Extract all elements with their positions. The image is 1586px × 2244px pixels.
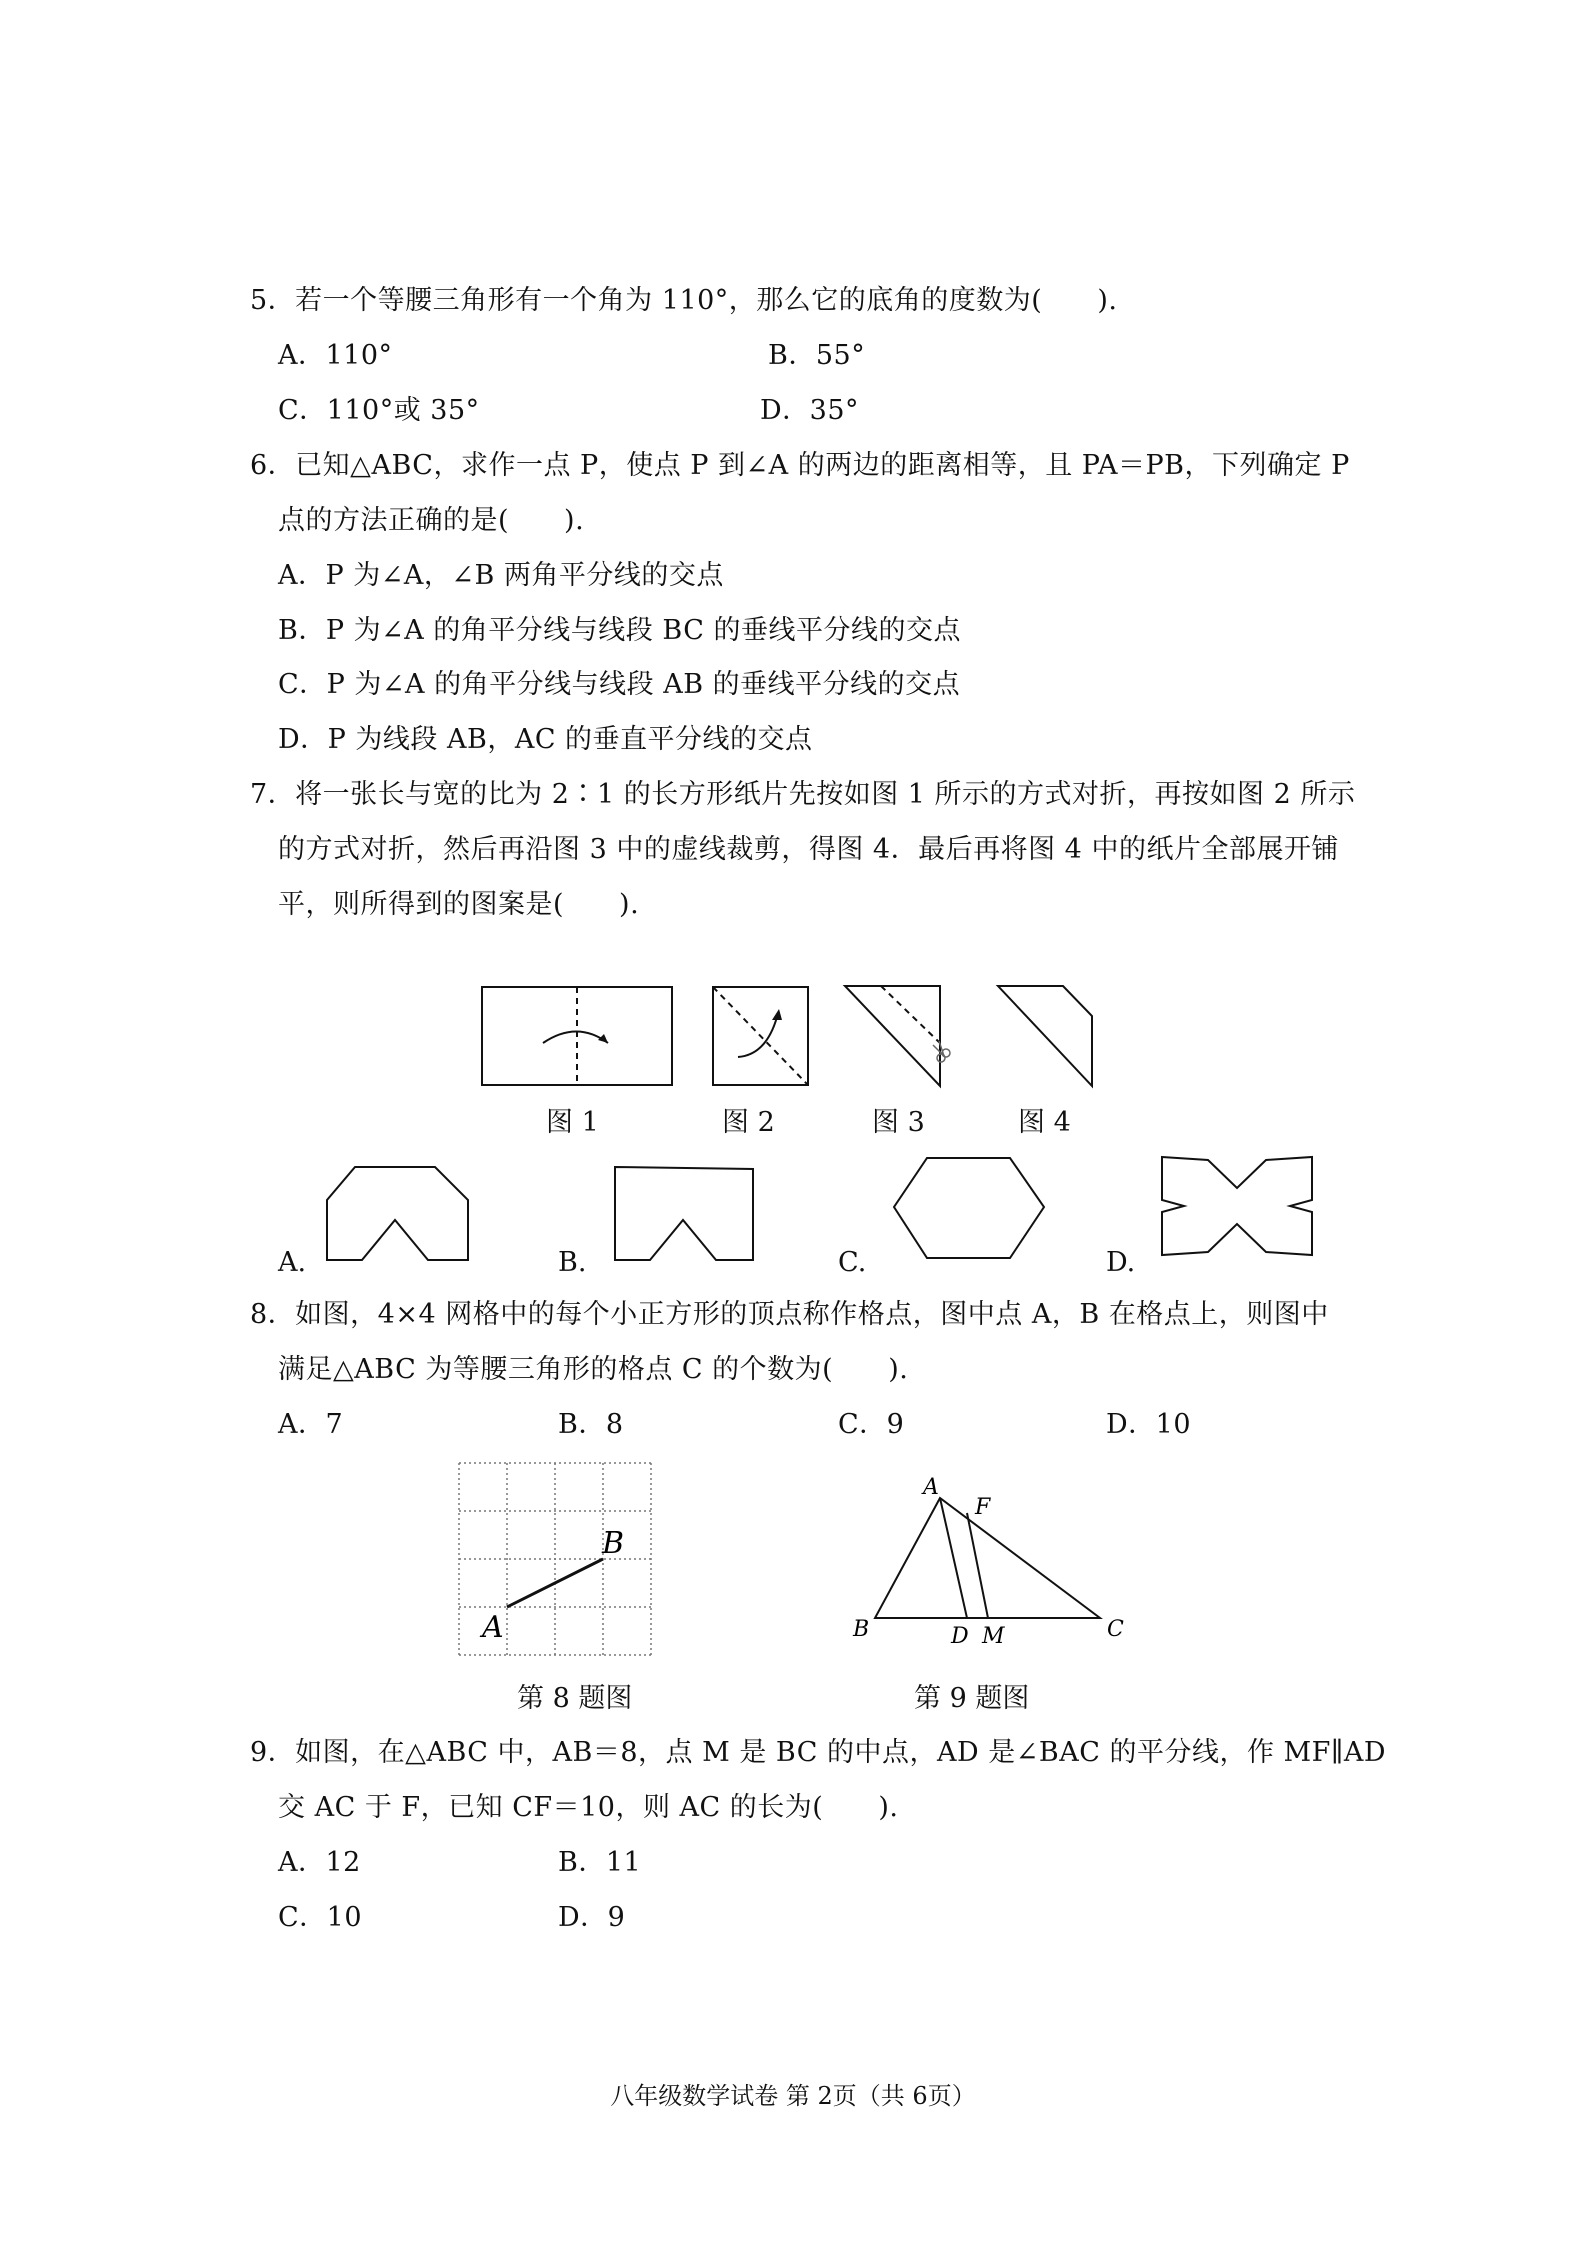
q7-option-b-label: B. xyxy=(558,1247,587,1278)
q7-fold-figure-2 xyxy=(711,985,811,1090)
q7-option-d-figure xyxy=(1160,1155,1315,1260)
q7-stem-line3: 平，则所得到的图案是( ). xyxy=(278,889,640,920)
q9-stem-line1: 9．如图，在△ABC 中，AB＝8，点 M 是 BC 的中点，AD 是∠BAC 的平分线，作 MF∥AD xyxy=(250,1737,1387,1768)
q7-stem-line2: 的方式对折，然后再沿图 3 中的虚线裁剪，得图 4．最后再将图 4 中的纸片全部展开铺 xyxy=(278,834,1339,865)
q9-option-a: A．12 xyxy=(278,1847,361,1878)
page-footer: 八年级数学试卷 第 2页（共 6页） xyxy=(610,2082,976,2110)
q8-point-a-label: A xyxy=(482,1610,504,1645)
q6-option-a: A．P 为∠A，∠B 两角平分线的交点 xyxy=(278,560,724,591)
q8-caption: 第 8 题图 xyxy=(517,1683,633,1714)
q9-label-m: M xyxy=(982,1624,1005,1649)
q9-label-f: F xyxy=(975,1495,991,1520)
q7-option-a-figure xyxy=(325,1165,470,1265)
q9-option-c: C．10 xyxy=(278,1902,363,1933)
q8-option-d: D．10 xyxy=(1106,1409,1192,1440)
q7-fold-figure-3 xyxy=(843,983,953,1093)
q7-caption-fig1: 图 1 xyxy=(546,1107,599,1138)
q7-stem-line1: 7．将一张长与宽的比为 2∶1 的长方形纸片先按如图 1 所示的方式对折，再按如图 2 所示 xyxy=(250,779,1356,810)
q6-option-c: C．P 为∠A 的角平分线与线段 AB 的垂线平分线的交点 xyxy=(278,669,961,700)
q9-triangle-figure xyxy=(845,1468,1125,1648)
q7-fold-figure-4 xyxy=(996,983,1096,1093)
q6-option-d: D．P 为线段 AB，AC 的垂直平分线的交点 xyxy=(278,724,813,755)
q9-label-a: A xyxy=(923,1475,939,1500)
q8-point-b-label: B xyxy=(602,1526,625,1561)
q6-stem-line2: 点的方法正确的是( ). xyxy=(278,505,585,536)
q7-caption-fig4: 图 4 xyxy=(1018,1107,1071,1138)
q7-fold-figure-1 xyxy=(480,985,680,1090)
q7-caption-fig2: 图 2 xyxy=(722,1107,775,1138)
q9-caption: 第 9 题图 xyxy=(914,1683,1030,1714)
q7-option-d-label: D. xyxy=(1106,1247,1136,1278)
q8-option-a: A．7 xyxy=(278,1409,344,1440)
q5-option-b: B．55° xyxy=(768,340,866,371)
q6-option-b: B．P 为∠A 的角平分线与线段 BC 的垂线平分线的交点 xyxy=(278,615,961,646)
q7-option-a-label: A. xyxy=(278,1247,307,1278)
q9-option-b: B．11 xyxy=(558,1847,642,1878)
q9-stem-line2: 交 AC 于 F，已知 CF＝10，则 AC 的长为( ). xyxy=(278,1792,899,1823)
q7-option-b-figure xyxy=(613,1165,758,1265)
q7-option-c-label: C. xyxy=(838,1247,867,1278)
q8-option-c: C．9 xyxy=(838,1409,905,1440)
q8-stem-line1: 8．如图，4×4 网格中的每个小正方形的顶点称作格点，图中点 A，B 在格点上，则图中 xyxy=(250,1299,1329,1330)
q7-option-c-figure xyxy=(892,1155,1047,1265)
q7-caption-fig3: 图 3 xyxy=(872,1107,925,1138)
q8-grid-figure xyxy=(455,1460,660,1660)
q8-option-b: B．8 xyxy=(558,1409,624,1440)
scissors-icon xyxy=(933,1041,950,1062)
q5-option-a: A．110° xyxy=(278,340,393,371)
q9-label-c: C xyxy=(1107,1617,1124,1642)
q9-option-d: D．9 xyxy=(558,1902,626,1933)
q5-stem: 5．若一个等腰三角形有一个角为 110°，那么它的底角的度数为( ). xyxy=(250,285,1118,316)
q8-stem-line2: 满足△ABC 为等腰三角形的格点 C 的个数为( ). xyxy=(278,1354,909,1385)
q5-option-d: D．35° xyxy=(760,395,860,426)
q9-label-d: D xyxy=(951,1624,969,1649)
q6-stem-line1: 6．已知△ABC，求作一点 P，使点 P 到∠A 的两边的距离相等，且 PA＝PB，下列确定 P xyxy=(250,450,1350,481)
q9-label-b: B xyxy=(853,1617,870,1642)
q5-option-c: C．110°或 35° xyxy=(278,395,480,426)
